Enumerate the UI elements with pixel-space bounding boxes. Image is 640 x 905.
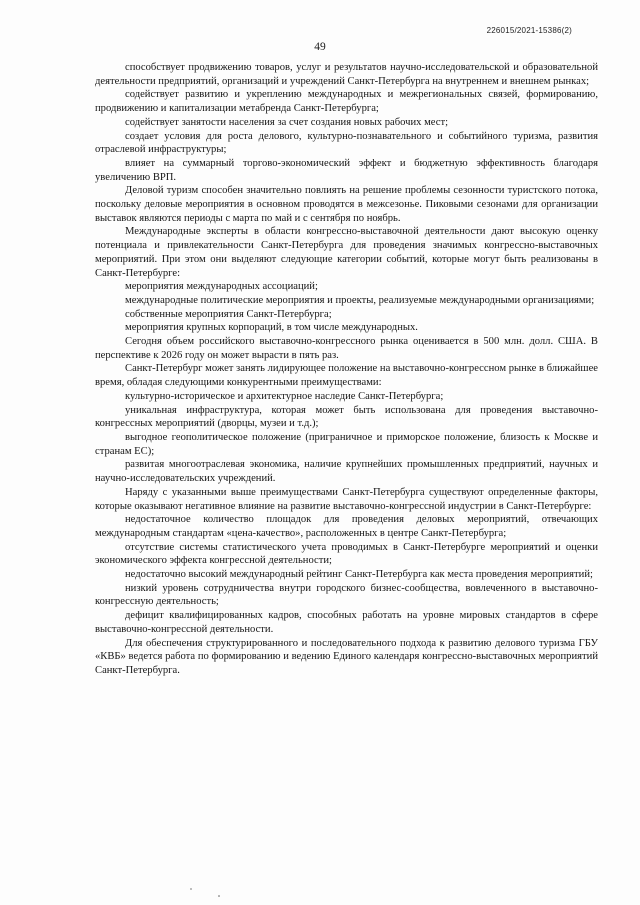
scan-speck <box>190 888 192 890</box>
list-item: недостаточное количество площадок для проведения деловых мероприятий, отвечающих международным стандартам «цена-качество», расположенных в центре Санкт-Петербурга; <box>95 514 598 539</box>
list-item: уникальная инфраструктура, которая может быть использована для проведения выставочно-конгрессных мероприятий (дворцы, музеи и т.д.); <box>95 404 598 430</box>
list-item: мероприятия международных ассоциаций; <box>125 281 318 293</box>
list-item: низкий уровень сотрудничества внутри городского бизнес-сообщества, вовлеченного в выставочно-конгрессную деятельность; <box>95 582 598 608</box>
list-item: международные политические мероприятия и проекты, реализуемые международными организациями; <box>125 294 595 306</box>
list-item: собственные мероприятия Санкт-Петербурга; <box>125 308 332 320</box>
scan-speck <box>218 895 220 897</box>
paragraph: Для обеспечения структурированного и последовательного подхода к развитию делового туризма ГБУ «КВБ» ведется работа по формированию и ведению Единого календаря конгрессно-выставочных мероприятий Санкт-Петербурга. <box>95 637 598 676</box>
paragraph: Деловой туризм способен значительно повлиять на решение проблемы сезонности туристского потока, поскольку деловые мероприятия в основном проводятся в межсезонье. Пиковыми сезонами для организации выставок являются периоды с марта по май и с сентября по ноябрь. <box>95 185 598 224</box>
list-item: отсутствие системы статистического учета проводимых в Санкт-Петербурге мероприятий и оценки экономического эффекта конгрессной деятельности; <box>95 541 598 567</box>
page-number: 49 <box>314 41 326 53</box>
document-registration-number: 226015/2021-15386(2) <box>486 26 572 35</box>
paragraph: Международные эксперты в области конгрессно-выставочной деятельности дают высокую оценку потенциала и привлекательности Санкт-Петербурга для проведения значимых конгрессно-выставочных мероприятий. При этом они выделяют следующие категории событий, которые могут быть реализованы в Санкт-Петербурге: <box>95 226 598 279</box>
paragraph: влияет на суммарный торгово-экономический эффект и бюджетную эффективность благодаря увеличению ВРП. <box>95 157 598 183</box>
list-item: выгодное геополитическое положение (приграничное и приморское положение, близость к Москве и странам ЕС); <box>95 431 598 457</box>
list-item: мероприятия крупных корпораций, в том числе международных. <box>125 322 418 334</box>
list-item: дефицит квалифицированных кадров, способных работать на уровне мировых стандартов в сфере выставочно-конгрессной деятельности. <box>95 610 598 635</box>
paragraph: содействует занятости населения за счет создания новых рабочих мест; <box>125 116 449 128</box>
list-item: развитая многоотраслевая экономика, наличие крупнейших промышленных предприятий, научных и научно-исследовательских учреждений. <box>95 459 598 485</box>
paragraph: содействует развитию и укреплению международных и межрегиональных связей, формированию, продвижению и капитализации метабренда Санкт-Петербурга; <box>95 89 598 115</box>
paragraph: Наряду с указанными выше преимуществами Санкт-Петербурга существуют определенные факторы, которые оказывают негативное влияние на развитие выставочно-конгрессной индустрии в Санкт-Петербурге: <box>95 486 598 512</box>
list-item: недостаточно высокий международный рейтинг Санкт-Петербурга как места проведения мероприятий; <box>125 569 593 581</box>
list-item: культурно-историческое и архитектурное наследие Санкт-Петербурга; <box>125 390 444 402</box>
paragraph: Сегодня объем российского выставочно-конгрессного рынка оценивается в 500 млн. долл. США. В перспективе к 2026 году он может вырасти в пять раз. <box>95 336 598 361</box>
document-body <box>95 61 598 678</box>
paragraph: создает условия для роста делового, культурно-познавательного и событийного туризма, развития отраслевой инфраструктуры; <box>95 130 598 156</box>
paragraph-first-continued: способствует продвижению товаров, услуг и результатов научно-исследовательской и образовательной деятельности предприятий, организаций и учреждений Санкт-Петербурга на внутреннем и внешнем рынках; <box>95 62 598 87</box>
paragraph: Санкт-Петербург может занять лидирующее положение на выставочно-конгрессном рынке в ближайшее время, обладая следующими конкурентными преимуществами: <box>95 363 598 389</box>
